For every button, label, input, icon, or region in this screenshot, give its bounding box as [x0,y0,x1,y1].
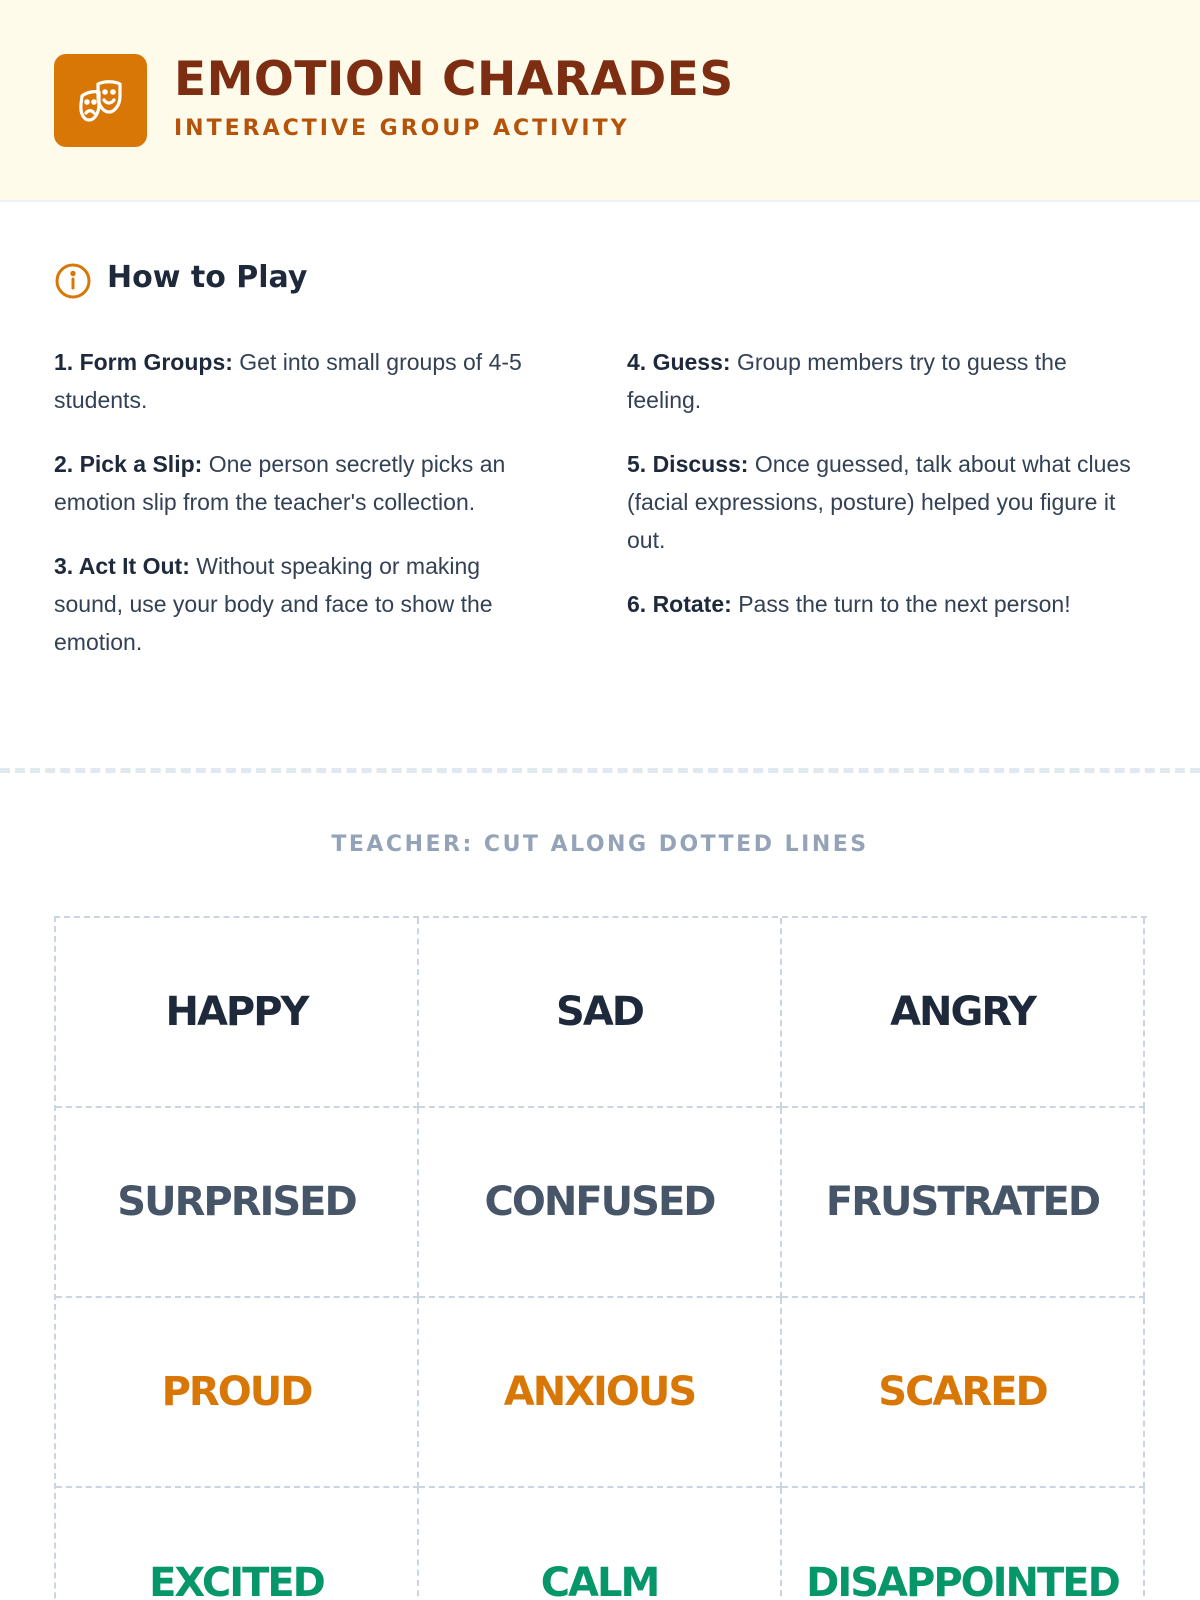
logo [54,54,147,147]
emotion-slip: ANXIOUS [419,1298,782,1488]
how-to-play-title: How to Play [107,260,308,295]
step-text: Once guessed, talk about what clues (facial expressions, posture) helped you figure it out. [627,451,1131,553]
step-label: 6. Rotate: [627,591,732,617]
step-item [54,547,554,661]
emotion-slips-grid [54,916,1147,1600]
slip-row [56,1108,1147,1298]
steps-right-column [627,343,1147,649]
emotion-slip: PROUD [56,1298,419,1488]
emotion-slip: DISAPPOINTED [782,1488,1145,1600]
step-label: 1. Form Groups: [54,349,233,375]
step-text: One person secretly picks an emotion slip from the teacher's collection. [54,451,506,515]
step-label: 3. Act It Out: [54,553,190,579]
step-label: 5. Discuss: [627,451,749,477]
step-text: Get into small groups of 4-5 students. [54,349,522,413]
info-icon [54,262,92,300]
page-subtitle: INTERACTIVE GROUP ACTIVITY [174,116,630,141]
step-item [54,445,554,521]
step-item [627,343,1147,419]
section-divider [0,768,1200,773]
emotion-slip: SURPRISED [56,1108,419,1298]
emotion-slip: SCARED [782,1298,1145,1488]
step-label: 2. Pick a Slip: [54,451,203,477]
theater-masks-icon [76,76,126,126]
step-text: Group members try to guess the feeling. [627,349,1067,413]
cut-instruction: TEACHER: CUT ALONG DOTTED LINES [331,832,869,857]
slip-row [56,918,1147,1108]
slip-row [56,1298,1147,1488]
steps-left-column [54,343,554,687]
emotion-slip: EXCITED [56,1488,419,1600]
header [0,0,1200,202]
step-item [627,445,1147,559]
emotion-slip: HAPPY [56,918,419,1108]
step-item [627,585,1147,623]
emotion-slip: CONFUSED [419,1108,782,1298]
page-title: EMOTION CHARADES [174,52,734,107]
emotion-slip: ANGRY [782,918,1145,1108]
slip-row [56,1488,1147,1600]
emotion-slip: FRUSTRATED [782,1108,1145,1298]
step-label: 4. Guess: [627,349,731,375]
emotion-slip: CALM [419,1488,782,1600]
step-item [54,343,554,419]
step-text: Pass the turn to the next person! [738,591,1071,617]
emotion-slip: SAD [419,918,782,1108]
step-text: Without speaking or making sound, use your body and face to show the emotion. [54,553,493,655]
